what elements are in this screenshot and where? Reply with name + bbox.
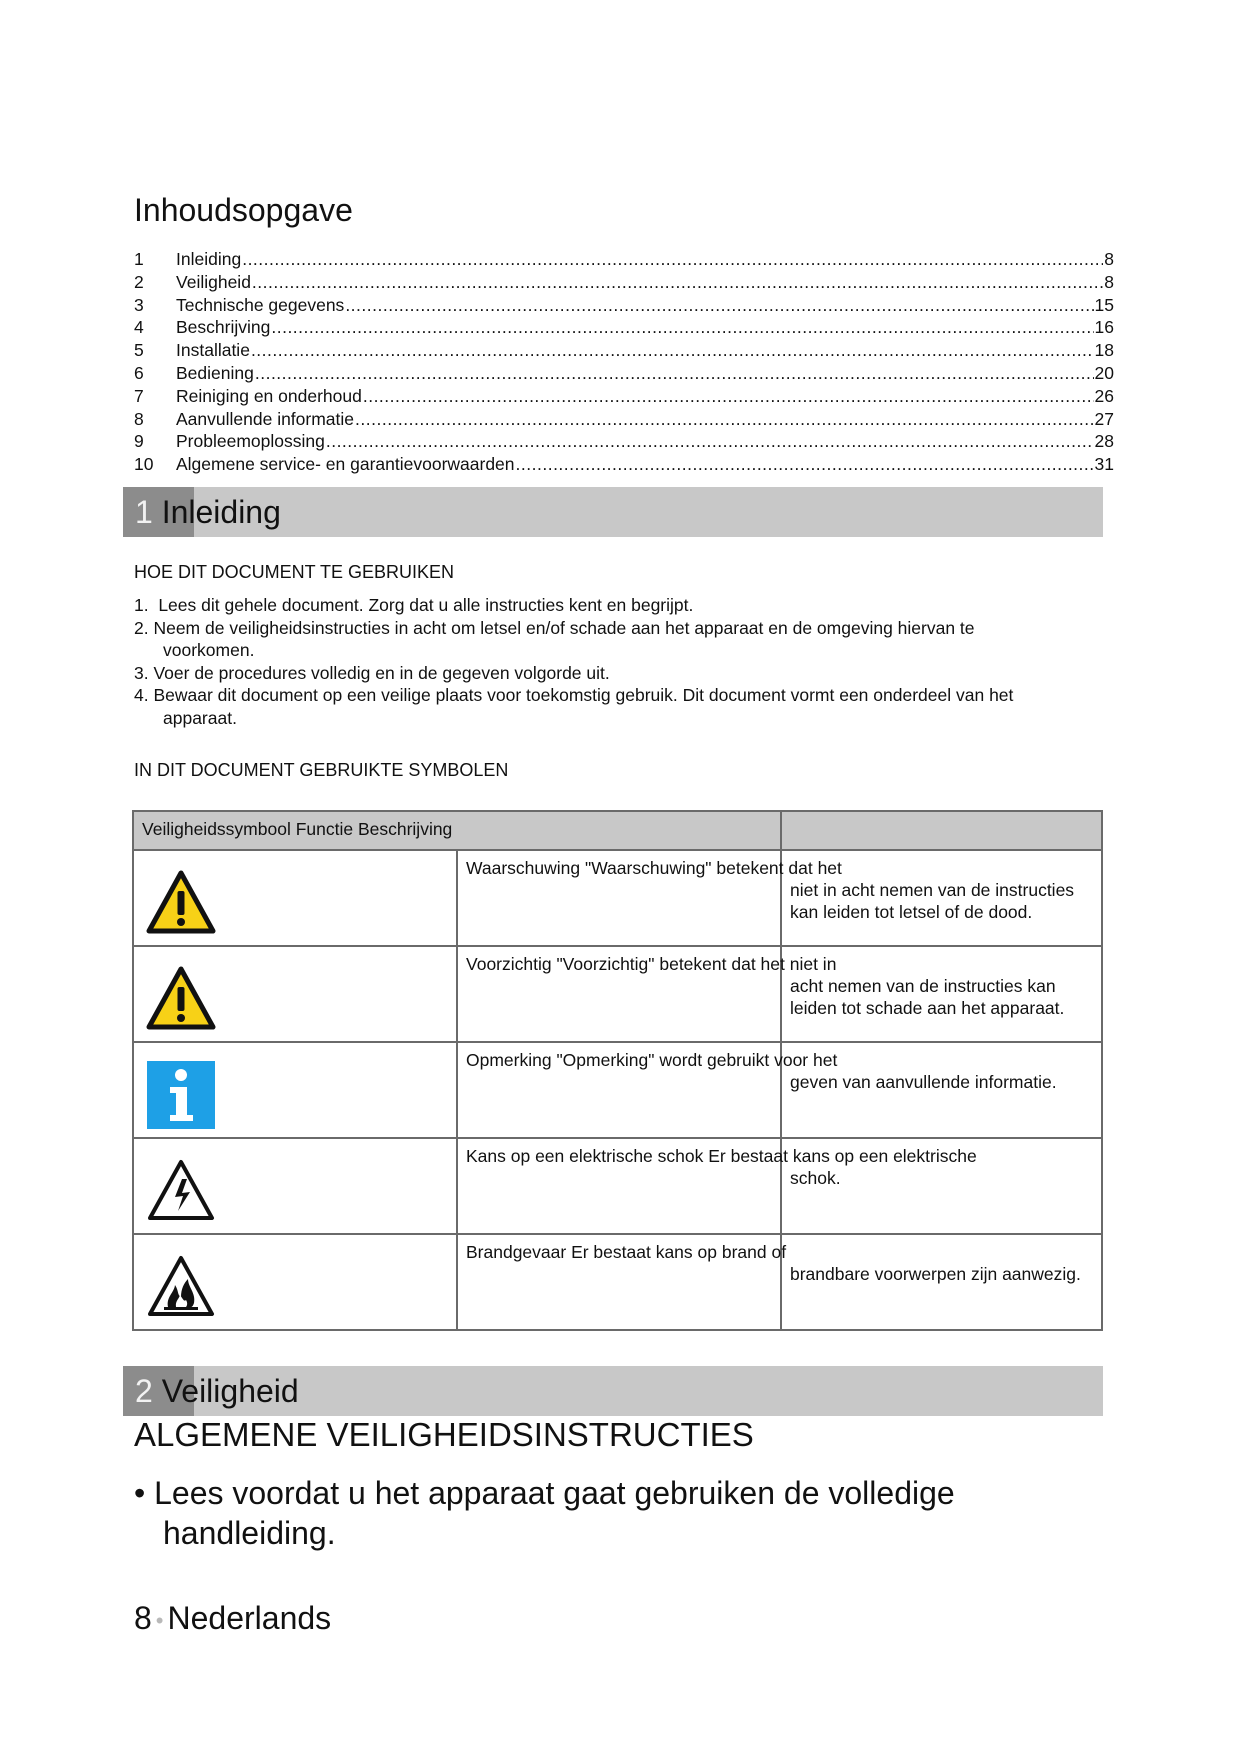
symbol-function: Waarschuwing "Waarschuwing" betekent dat het [466,858,842,878]
toc-item[interactable] [134,339,1114,362]
symbol-description: geven van aanvullende informatie. [790,1072,1057,1092]
symbols-heading: IN DIT DOCUMENT GEBRUIKTE SYMBOLEN [134,760,509,780]
toc-item-page: 15 [1094,294,1114,315]
toc-item-number: 8 [134,408,144,429]
toc-item-number: 7 [134,385,144,406]
toc-item-number: 2 [134,271,144,292]
instruction-step [134,684,1094,729]
table-row [133,1042,1102,1138]
function-cell [457,1234,787,1330]
toc-item-page: 31 [1094,454,1114,475]
table-row [133,850,1102,946]
toc-item-number: 5 [134,340,144,361]
toc-item-page: 8 [1104,249,1114,269]
step-text-continued: voorkomen. [163,640,255,660]
toc-item-label: Veiligheid [176,271,251,292]
toc-item[interactable] [134,316,1114,339]
toc-item-page: 27 [1094,408,1114,429]
instruction-steps [134,594,1094,729]
toc-item-page: 28 [1094,431,1114,452]
symbol-cell [133,850,457,946]
table-of-contents [134,248,1114,476]
toc-item-number: 1 [134,249,144,269]
table-row [133,946,1102,1042]
toc-item-page: 20 [1094,362,1114,383]
toc-item-label: Reiniging en onderhoud [176,385,362,406]
toc-leader-dots [242,248,1103,271]
step-text: 3. Voer de procedures volledig en in de gegeven volgorde uit. [134,662,610,683]
toc-item-number: 3 [134,294,144,315]
toc-item-label: Technische gegevens [176,294,345,315]
symbols-table [132,810,1103,1331]
toc-leader-dots [516,453,1094,476]
toc-leader-dots [355,408,1094,431]
toc-item[interactable] [134,430,1114,453]
page-footer [134,1598,331,1641]
toc-leader-dots [363,385,1094,408]
section-2-title: Veiligheid [161,1373,299,1409]
function-cell [457,1138,977,1234]
howto-heading: HOE DIT DOCUMENT TE GEBRUIKEN [134,562,455,582]
section-2-heading [135,1370,299,1412]
toc-leader-dots [345,294,1093,317]
warning-triangle-icon [146,869,216,935]
electric-shock-icon [146,1157,216,1223]
toc-item-label: Probleemoplossing [176,431,325,452]
toc-item-page: 18 [1094,340,1114,361]
table-row [133,1234,1102,1330]
symbol-function: Opmerking "Opmerking" wordt gebruikt voor het [466,1050,838,1070]
function-cell [457,850,842,946]
table-header [133,811,781,850]
description-cell [781,1234,1102,1330]
function-cell [457,1042,838,1138]
fire-hazard-icon [146,1253,216,1319]
toc-leader-dots [271,316,1093,339]
table-header-text: Veiligheidssymbool Functie Beschrijving [142,819,453,839]
section-1-number: 1 [135,494,153,530]
toc-item-label: Beschrijving [176,317,271,338]
section-1-bar [123,487,1103,537]
instruction-step [134,617,1094,662]
safety-bullet-line-1: • Lees voordat u het apparaat gaat gebruiken de volledige [134,1475,955,1511]
page-number: 8 [134,1600,152,1636]
symbol-description: acht nemen van de instructies kan leiden tot schade aan het apparaat. [790,976,1065,1018]
step-text: 2. Neem de veiligheidsinstructies in acht om letsel en/of schade aan het apparaat en de omgeving hiervan te [134,617,975,638]
instruction-step [134,662,1094,685]
toc-item-label: Inleiding [176,249,242,269]
symbol-cell [133,1042,457,1138]
toc-item-number: 9 [134,431,144,452]
toc-item-page: 26 [1094,385,1114,406]
safety-heading: ALGEMENE VEILIGHEIDSINSTRUCTIES [134,1416,754,1453]
toc-item-label: Installatie [176,340,250,361]
toc-title: Inhoudsopgave [134,192,353,228]
toc-item-number: 6 [134,362,144,383]
caution-triangle-icon [146,965,216,1031]
footer-language: Nederlands [167,1600,332,1636]
toc-item-number: 10 [134,454,154,475]
safety-bullet-line-2: handleiding. [163,1515,336,1551]
toc-item[interactable] [134,362,1114,385]
toc-item[interactable] [134,408,1114,431]
toc-item-number: 4 [134,317,144,338]
symbol-function: Voorzichtig "Voorzichtig" betekent dat het niet in [466,954,837,974]
toc-item[interactable] [134,453,1114,476]
symbol-cell [133,946,457,1042]
step-text: 4. Bewaar dit document op een veilige plaats voor toekomstig gebruik. Dit document vormt een onderdeel van het [134,685,1014,705]
toc-item-page: 16 [1094,317,1114,338]
section-2-bar [123,1366,1103,1416]
toc-item[interactable] [134,385,1114,408]
step-text: 1. Lees dit gehele document. Zorg dat u alle instructies kent en begrijpt. [134,595,694,615]
step-text-continued: apparaat. [163,707,237,728]
toc-leader-dots [251,339,1094,362]
symbol-description: niet in acht nemen van de instructies kan leiden tot letsel of de dood. [790,880,1075,922]
toc-item-label: Bediening [176,362,254,383]
symbol-function: Kans op een elektrische schok Er bestaat kans op een elektrische [466,1146,977,1166]
section-1-title: Inleiding [161,494,281,530]
symbol-function: Brandgevaar Er bestaat kans op brand of [466,1242,787,1262]
function-cell [457,946,837,1042]
footer-separator: • [155,1607,164,1633]
toc-item-label: Aanvullende informatie [176,408,355,429]
table-row [133,1138,1102,1234]
safety-bullet [134,1473,1094,1553]
toc-item[interactable] [134,248,1114,271]
toc-leader-dots [252,271,1103,294]
section-2-number: 2 [135,1373,153,1409]
info-icon [146,1061,216,1127]
toc-leader-dots [255,362,1094,385]
toc-item-page: 8 [1104,271,1114,292]
section-1-heading [135,491,281,533]
symbol-cell [133,1234,457,1330]
symbol-cell [133,1138,457,1234]
instruction-step [134,594,1094,617]
toc-item[interactable] [134,271,1114,294]
symbol-description: schok. [790,1168,841,1188]
symbol-description: brandbare voorwerpen zijn aanwezig. [790,1264,1081,1284]
toc-leader-dots [326,430,1094,453]
toc-item[interactable] [134,294,1114,317]
toc-item-label: Algemene service- en garantievoorwaarden [176,454,515,475]
